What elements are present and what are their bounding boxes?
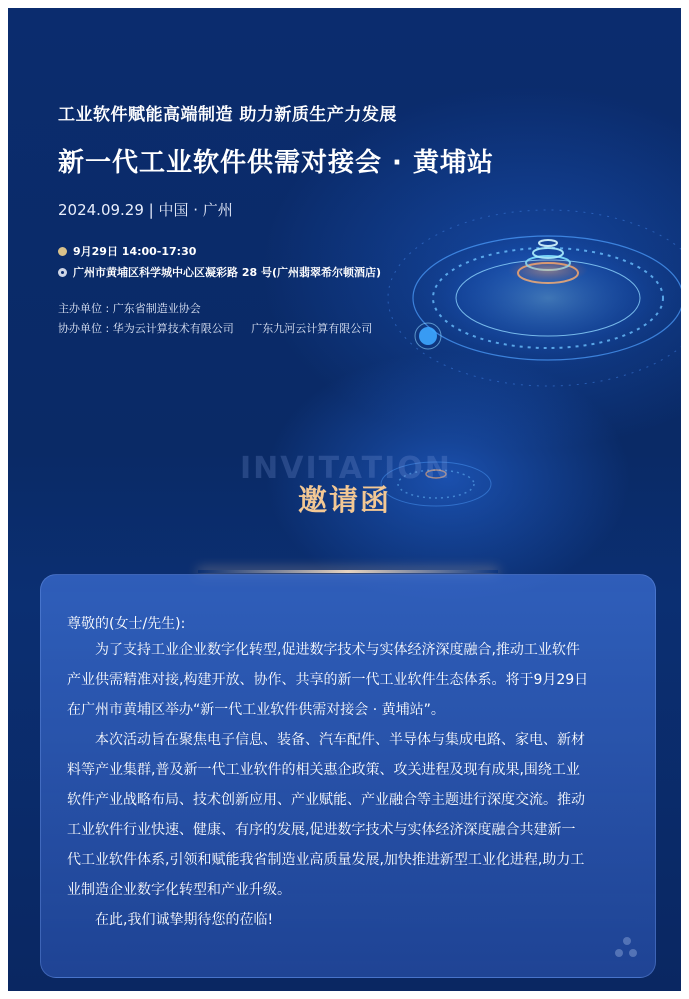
paragraph-line: 软件产业战略布局、技术创新应用、产业赋能、产业融合等主题进行深度交流。推动 <box>67 792 585 808</box>
co-organizers <box>58 320 372 336</box>
invitation-watermark: INVITATION <box>240 451 452 486</box>
letter-paragraph-3 <box>67 905 639 935</box>
invitation-poster <box>8 8 681 991</box>
date-location-line: 2024.09.29 | 中国 · 广州 <box>58 201 233 219</box>
letter-paragraph-1 <box>67 635 639 725</box>
clock-icon <box>58 247 67 256</box>
event-address <box>58 264 381 280</box>
invitation-letter-card <box>40 574 656 978</box>
poster-subtitle: 工业软件赋能高端制造 助力新质生产力发展 <box>58 105 397 125</box>
paragraph-line: 业制造企业数字化转型和产业升级。 <box>67 882 291 898</box>
co-organizer-second: 广东九河云计算有限公司 <box>251 322 373 335</box>
paragraph-line: 在广州市黄埔区举办“新一代工业软件供需对接会 · 黄埔站”。 <box>67 702 445 718</box>
paragraph-line: 料等产业集群,普及新一代工业软件的相关惠企政策、攻关进程及现有成果,围绕工业 <box>67 762 580 778</box>
event-time-text: 9月29日 14:00-17:30 <box>73 245 197 258</box>
location-icon <box>58 268 67 277</box>
dots-decoration <box>615 937 639 961</box>
letter-paragraph-2 <box>67 725 639 905</box>
poster-title: 新一代工业软件供需对接会 · 黄埔站 <box>58 148 494 178</box>
event-address-text: 广州市黄埔区科学城中心区凝彩路 28 号(广州翡翠希尔顿酒店) <box>73 266 382 279</box>
paragraph-line: 在此,我们诚挚期待您的莅临! <box>67 912 274 928</box>
paragraph-line: 为了支持工业企业数字化转型,促进数字技术与实体经济深度融合,推动工业软件 <box>67 642 580 658</box>
paragraph-line: 产业供需精准对接,构建开放、协作、共享的新一代工业软件生态体系。将于9月29日 <box>67 672 589 688</box>
paragraph-line: 工业软件行业快速、健康、有序的发展,促进数字技术与实体经济深度融合共建新一 <box>67 822 576 838</box>
co-organizer-first: 协办单位 : 华为云计算技术有限公司 <box>58 322 234 335</box>
invitation-title: 邀请函 <box>297 483 391 517</box>
paragraph-line: 代工业软件体系,引领和赋能我省制造业高质量发展,加快推进新型工业化进程,助力工 <box>67 852 585 868</box>
glow-divider <box>198 570 498 573</box>
host-organizer: 主办单位 : 广东省制造业协会 <box>58 302 201 315</box>
letter-greeting: 尊敬的(女士/先生): <box>67 616 186 632</box>
event-time <box>58 243 196 259</box>
paragraph-line: 本次活动旨在聚焦电子信息、装备、汽车配件、半导体与集成电路、家电、新材 <box>67 732 585 748</box>
